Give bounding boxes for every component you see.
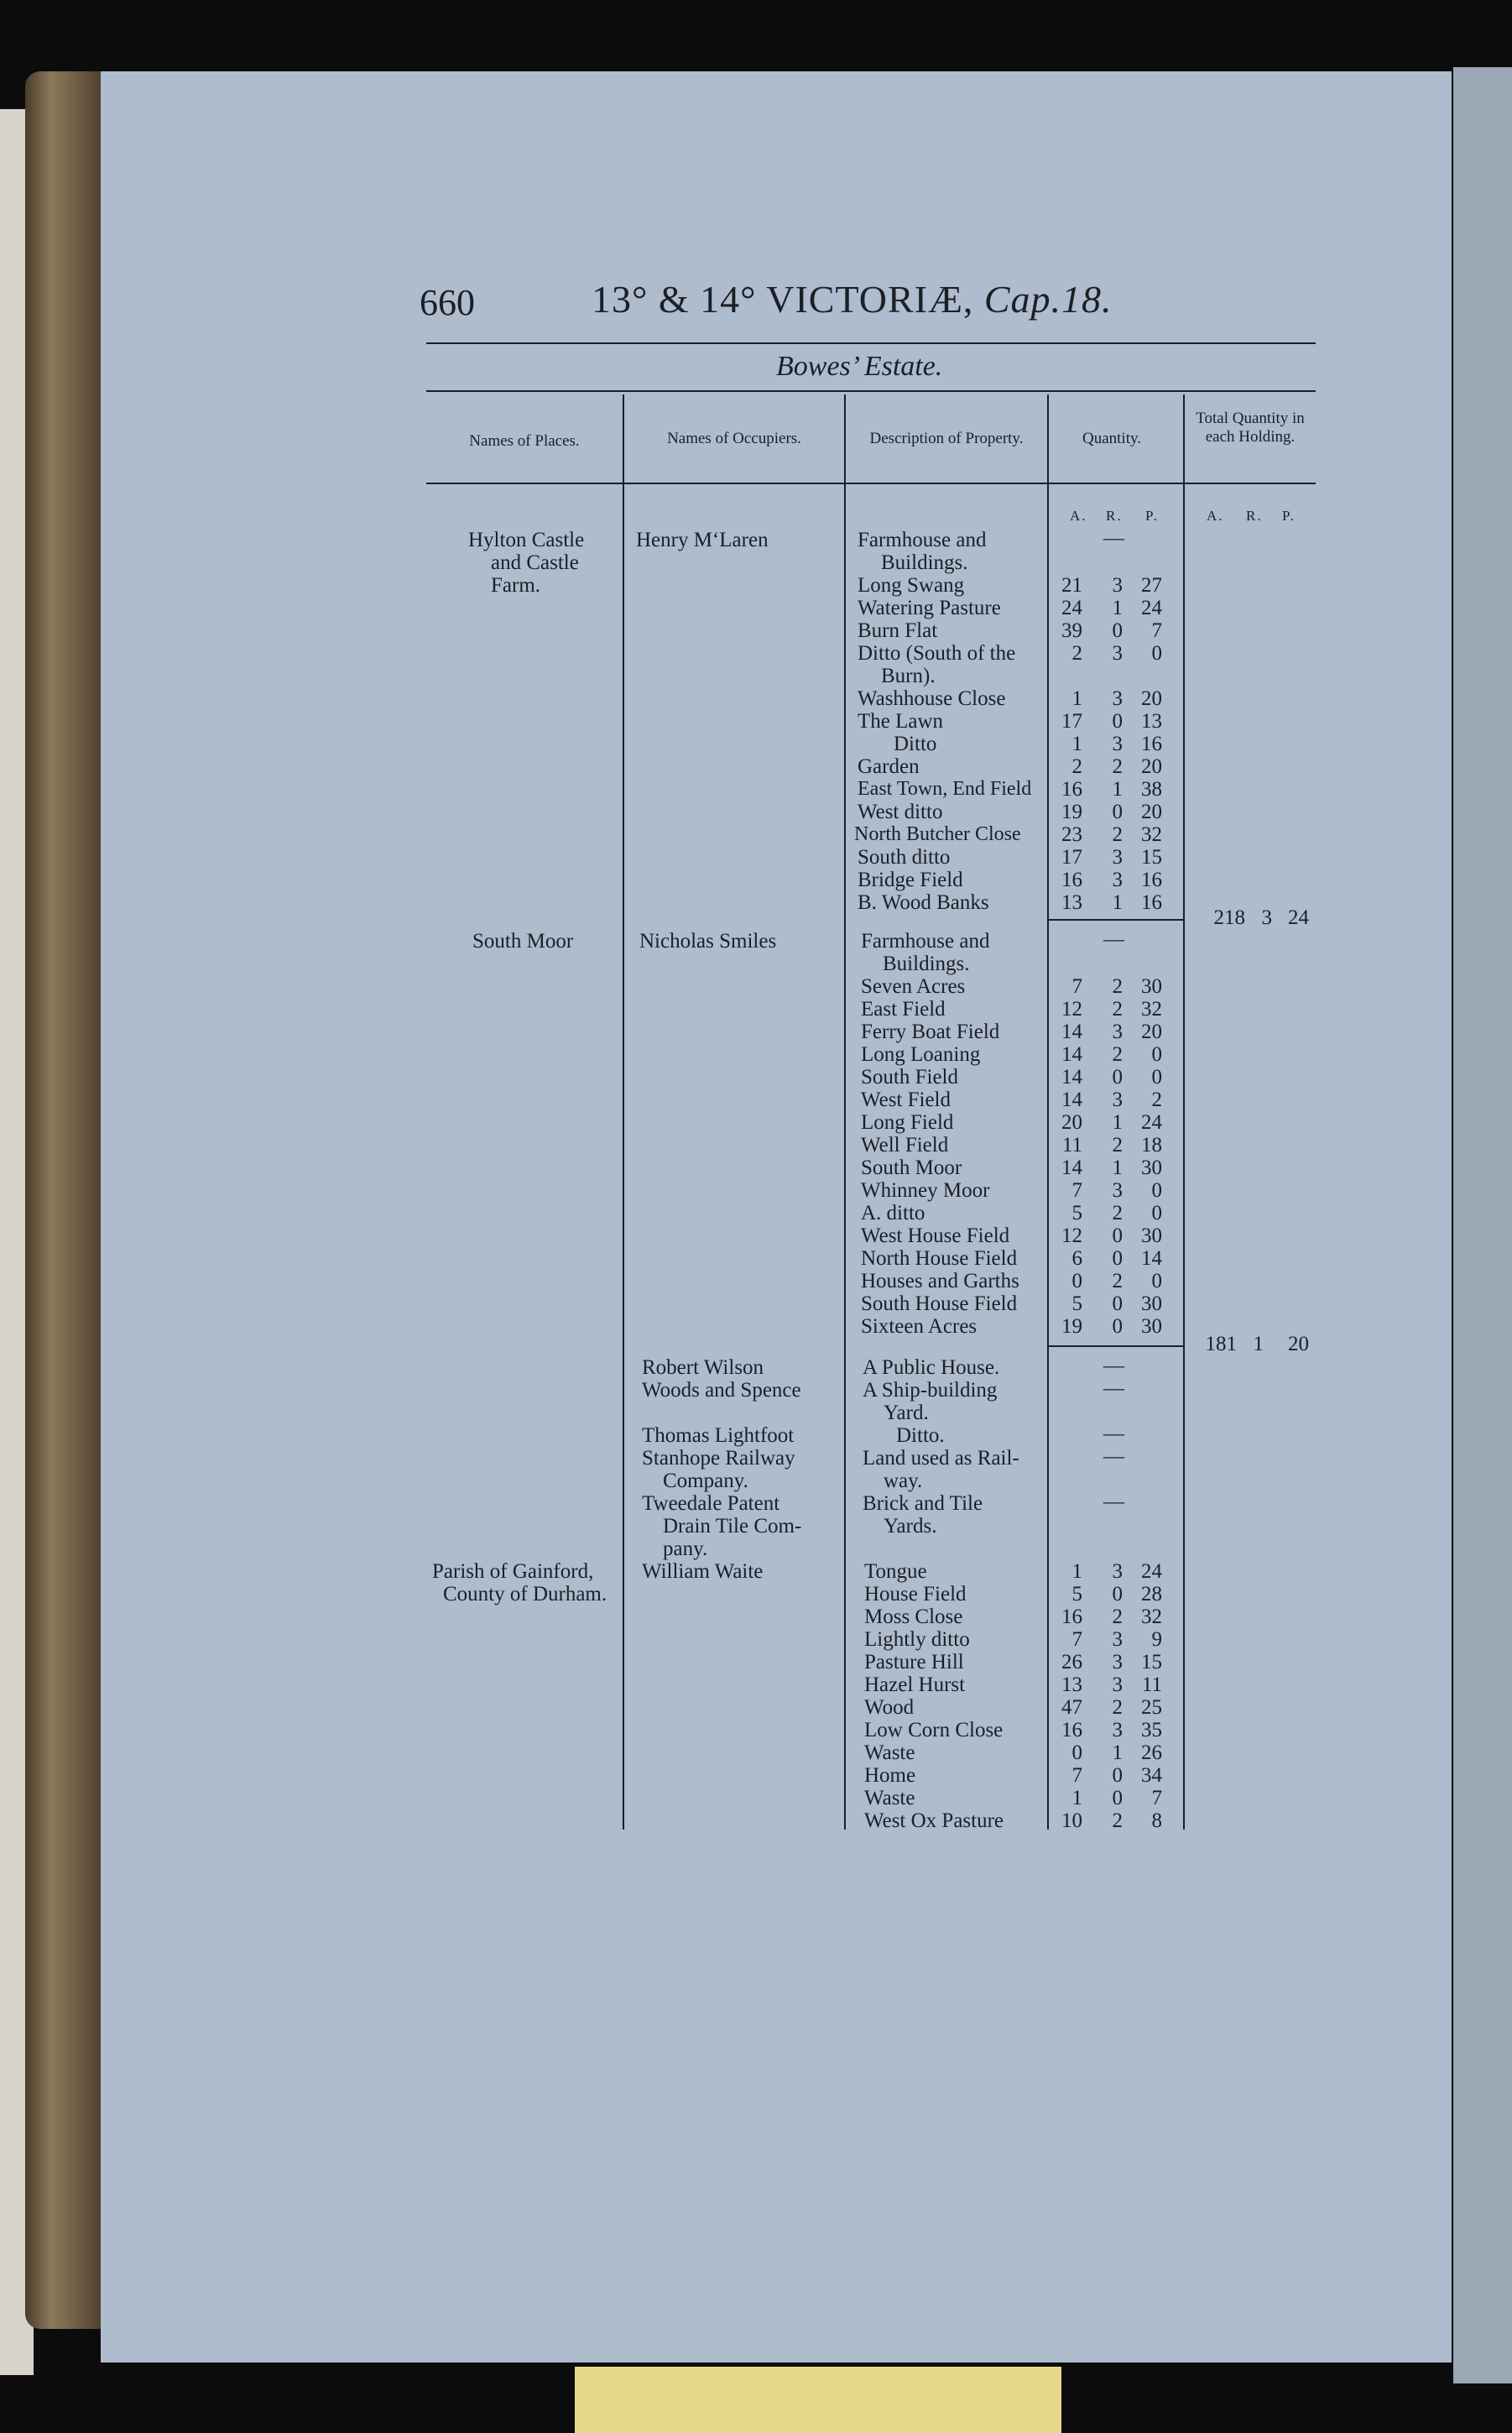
sub-head-a: A. [1070,508,1087,524]
property-desc: Pasture Hill [864,1651,964,1673]
quantity-dash: — [1103,1423,1124,1445]
qty-r: 3 [1112,1560,1123,1583]
qty-p: 14 [1141,1247,1162,1270]
property-desc: Hazel Hurst [864,1673,966,1696]
qty-r: 3 [1112,1719,1123,1741]
qty-a: 16 [1061,778,1082,801]
qty-a: 0 [1071,1270,1082,1292]
qty-p: 28 [1141,1583,1162,1605]
col-divider [623,394,624,1830]
estate-heading: Bowes’ Estate. [776,351,943,382]
qty-a: 10 [1061,1809,1082,1832]
total-a: 218 [1213,906,1245,929]
occupier-name: Tweedale Patent [642,1492,780,1515]
place-name: County of Durham. [443,1583,607,1605]
qty-p: 0 [1151,1043,1162,1066]
qty-a: 24 [1061,597,1082,619]
qty-p: 0 [1151,1270,1162,1292]
qty-a: 5 [1071,1583,1082,1605]
qty-r: 3 [1112,1651,1123,1673]
property-desc: South ditto [858,846,951,869]
qty-a: 6 [1071,1247,1082,1270]
qty-r: 2 [1112,1043,1123,1066]
property-desc: Sixteen Acres [861,1315,978,1338]
property-desc: South House Field [861,1292,1018,1315]
property-desc: A Ship-building [863,1379,998,1402]
property-desc: Buildings. [883,953,970,975]
qty-a: 17 [1061,846,1082,869]
col-head-total: Total Quantity in each Holding. [1196,410,1305,446]
sub-head-total-p: P. [1282,508,1296,524]
qty-p: 20 [1141,1021,1162,1043]
property-desc: Low Corn Close [864,1719,1004,1741]
qty-r: 0 [1112,1583,1123,1605]
qty-r: 2 [1112,823,1123,846]
qty-r: 3 [1112,1628,1123,1651]
property-desc: South Moor [861,1156,962,1179]
header-bottom-rule [426,483,1316,484]
qty-r: 3 [1112,869,1123,891]
qty-r: 0 [1112,1787,1123,1809]
place-name: South Moor [472,930,574,953]
property-desc: West House Field [861,1224,1010,1247]
col-divider [1183,394,1185,1830]
col-head-quantity: Quantity. [1082,430,1141,447]
occupier-name: Company. [663,1470,748,1492]
qty-p: 2 [1151,1089,1162,1111]
property-desc: Wood [864,1696,915,1719]
total-r: 3 [1261,906,1272,929]
qty-p: 34 [1141,1764,1162,1787]
occupier-name: Robert Wilson [642,1356,764,1379]
property-desc: Ditto (South of the [858,642,1016,665]
property-desc: East Town, End Field [858,778,1032,800]
qty-r: 2 [1112,1696,1123,1719]
title-rule [426,342,1316,344]
qty-a: 13 [1061,1673,1082,1696]
qty-a: 20 [1061,1111,1082,1134]
qty-r: 3 [1112,642,1123,665]
quantity-dash: — [1103,1445,1124,1468]
qty-p: 30 [1141,975,1162,998]
total-p: 20 [1288,1333,1309,1355]
sub-head-total-r: R. [1246,508,1263,524]
qty-p: 16 [1141,733,1162,755]
occupier-name: Drain Tile Com- [663,1515,802,1538]
qty-a: 16 [1061,1605,1082,1628]
qty-r: 2 [1112,755,1123,778]
qty-a: 5 [1071,1202,1082,1224]
property-desc: way. [884,1470,923,1492]
qty-p: 24 [1141,597,1162,619]
occupier-name: Thomas Lightfoot [642,1424,795,1447]
property-desc: Whinney Moor [861,1179,990,1202]
qty-p: 11 [1141,1673,1162,1696]
property-desc: North Butcher Close [854,823,1021,845]
qty-r: 2 [1112,1202,1123,1224]
qty-a: 1 [1071,1787,1082,1809]
qty-p: 9 [1151,1628,1162,1651]
qty-p: 7 [1151,619,1162,642]
qty-p: 0 [1151,1179,1162,1202]
qty-p: 8 [1151,1809,1162,1832]
qty-p: 32 [1141,823,1162,846]
place-name: and Castle [491,551,579,574]
subtotal-rule [1049,919,1183,921]
property-desc: Ditto [894,733,937,755]
qty-p: 7 [1151,1787,1162,1809]
col-head-description: Description of Property. [869,430,1024,447]
qty-a: 21 [1061,574,1082,597]
qty-p: 0 [1151,1066,1162,1089]
next-page-edge [1453,67,1512,2383]
occupier-name: Henry M‘Laren [636,529,769,551]
qty-r: 3 [1112,687,1123,710]
property-desc: Lightly ditto [864,1628,970,1651]
qty-a: 1 [1071,733,1082,755]
qty-p: 24 [1141,1111,1162,1134]
total-p: 24 [1288,906,1309,929]
occupier-name: Woods and Spence [642,1379,801,1402]
quantity-dash: — [1103,928,1124,951]
place-name: Farm. [491,574,541,597]
property-desc: West Ox Pasture [864,1809,1004,1832]
property-desc: Houses and Garths [861,1270,1019,1292]
qty-p: 0 [1151,642,1162,665]
property-desc: Yard. [884,1402,929,1424]
qty-r: 2 [1112,1809,1123,1832]
qty-r: 2 [1112,1134,1123,1156]
col-head-places: Names of Places. [469,432,580,450]
qty-a: 2 [1071,642,1082,665]
qty-p: 32 [1141,1605,1162,1628]
paper-tab [575,2367,1061,2433]
qty-r: 0 [1112,801,1123,823]
qty-p: 24 [1141,1560,1162,1583]
property-desc: Waste [864,1741,915,1764]
page-number: 660 [420,282,475,323]
qty-a: 2 [1071,755,1082,778]
total-r: 1 [1253,1333,1264,1355]
qty-r: 0 [1112,1066,1123,1089]
qty-p: 20 [1141,755,1162,778]
property-desc: Home [864,1764,916,1787]
property-desc: Tongue [864,1560,927,1583]
qty-p: 30 [1141,1292,1162,1315]
property-desc: The Lawn [858,710,944,733]
qty-r: 1 [1112,778,1123,801]
qty-a: 13 [1061,891,1082,914]
qty-p: 16 [1141,891,1162,914]
qty-a: 7 [1071,1628,1082,1651]
property-desc: Well Field [861,1134,949,1156]
property-desc: Long Field [861,1111,954,1134]
property-desc: North House Field [861,1247,1018,1270]
qty-a: 7 [1071,1764,1082,1787]
property-desc: Burn). [881,665,936,687]
quantity-dash: — [1103,1491,1124,1513]
qty-r: 0 [1112,710,1123,733]
property-desc: South Field [861,1066,958,1089]
property-desc: Buildings. [881,551,968,574]
qty-a: 7 [1071,975,1082,998]
occupier-name: Stanhope Railway [642,1447,795,1470]
qty-p: 26 [1141,1741,1162,1764]
sub-head-p: P. [1145,508,1159,524]
header-top-rule [426,390,1316,392]
qty-a: 1 [1071,687,1082,710]
qty-r: 1 [1112,891,1123,914]
qty-a: 14 [1061,1021,1082,1043]
property-desc: Farmhouse and [858,529,987,551]
subtotal-rule [1049,1345,1183,1347]
qty-a: 16 [1061,1719,1082,1741]
property-desc: Moss Close [864,1605,963,1628]
qty-p: 38 [1141,778,1162,801]
property-desc: B. Wood Banks [858,891,989,914]
place-name: Parish of Gainford, [432,1560,594,1583]
property-desc: Burn Flat [858,619,938,642]
property-desc: West Field [861,1089,952,1111]
qty-r: 3 [1112,1673,1123,1696]
property-desc: Long Loaning [861,1043,981,1066]
qty-r: 2 [1112,1270,1123,1292]
sub-head-r: R. [1106,508,1123,524]
qty-p: 20 [1141,801,1162,823]
qty-r: 3 [1112,1089,1123,1111]
title-cap: Cap.18. [983,278,1113,321]
property-desc: Watering Pasture [858,597,1001,619]
qty-a: 5 [1071,1292,1082,1315]
property-desc: Yards. [884,1515,937,1538]
property-desc: Seven Acres [861,975,966,998]
quantity-dash: — [1103,527,1124,550]
qty-a: 0 [1071,1741,1082,1764]
property-desc: Brick and Tile [863,1492,983,1515]
qty-p: 25 [1141,1696,1162,1719]
qty-a: 11 [1061,1134,1082,1156]
qty-a: 7 [1071,1179,1082,1202]
qty-p: 27 [1141,574,1162,597]
occupier-name: Nicholas Smiles [639,930,777,953]
qty-p: 30 [1141,1156,1162,1179]
qty-a: 19 [1061,1315,1082,1338]
qty-r: 0 [1112,1224,1123,1247]
qty-r: 3 [1112,574,1123,597]
qty-a: 12 [1061,998,1082,1021]
occupier-name: William Waite [642,1560,764,1583]
qty-r: 1 [1112,597,1123,619]
quantity-dash: — [1103,1355,1124,1377]
property-desc: Ditto. [896,1424,945,1447]
qty-r: 3 [1112,733,1123,755]
qty-a: 14 [1061,1066,1082,1089]
property-desc: East Field [861,998,946,1021]
property-desc: Garden [858,755,920,778]
qty-p: 16 [1141,869,1162,891]
qty-r: 1 [1112,1111,1123,1134]
property-desc: Farmhouse and [861,930,990,953]
qty-a: 1 [1071,1560,1082,1583]
qty-a: 17 [1061,710,1082,733]
page-title [592,277,1113,321]
qty-r: 0 [1112,1315,1123,1338]
qty-r: 2 [1112,1605,1123,1628]
qty-a: 47 [1061,1696,1082,1719]
title-main: 13° & 14° VICTORIÆ, [592,278,974,321]
qty-r: 0 [1112,1764,1123,1787]
property-desc: House Field [864,1583,967,1605]
qty-a: 19 [1061,801,1082,823]
property-desc: West ditto [858,801,943,823]
col-divider [844,394,846,1830]
qty-a: 23 [1061,823,1082,846]
qty-r: 2 [1112,998,1123,1021]
qty-r: 3 [1112,846,1123,869]
qty-a: 16 [1061,869,1082,891]
property-desc: Land used as Rail- [863,1447,1019,1470]
qty-a: 39 [1061,619,1082,642]
qty-a: 14 [1061,1043,1082,1066]
qty-p: 18 [1141,1134,1162,1156]
property-desc: Long Swang [858,574,965,597]
qty-r: 3 [1112,1021,1123,1043]
qty-p: 30 [1141,1224,1162,1247]
qty-p: 13 [1141,710,1162,733]
qty-p: 20 [1141,687,1162,710]
sub-head-total-a: A. [1207,508,1224,524]
qty-r: 1 [1112,1156,1123,1179]
property-desc: Washhouse Close [858,687,1006,710]
property-desc: Ferry Boat Field [861,1021,1000,1043]
qty-p: 30 [1141,1315,1162,1338]
total-a: 181 [1205,1333,1237,1355]
qty-r: 0 [1112,1247,1123,1270]
qty-p: 15 [1141,1651,1162,1673]
qty-r: 2 [1112,975,1123,998]
qty-a: 14 [1061,1156,1082,1179]
qty-r: 1 [1112,1741,1123,1764]
qty-p: 0 [1151,1202,1162,1224]
qty-p: 35 [1141,1719,1162,1741]
qty-a: 12 [1061,1224,1082,1247]
property-desc: A. ditto [861,1202,925,1224]
property-desc: Waste [864,1787,915,1809]
property-desc: Bridge Field [858,869,963,891]
qty-p: 15 [1141,846,1162,869]
col-head-occupiers: Names of Occupiers. [667,430,801,447]
qty-p: 32 [1141,998,1162,1021]
place-name: Hylton Castle [468,529,585,551]
occupier-name: pany. [663,1538,708,1560]
quantity-dash: — [1103,1377,1124,1400]
property-desc: A Public House. [863,1356,1000,1379]
qty-a: 14 [1061,1089,1082,1111]
qty-r: 0 [1112,619,1123,642]
qty-r: 0 [1112,1292,1123,1315]
qty-a: 26 [1061,1651,1082,1673]
qty-r: 3 [1112,1179,1123,1202]
